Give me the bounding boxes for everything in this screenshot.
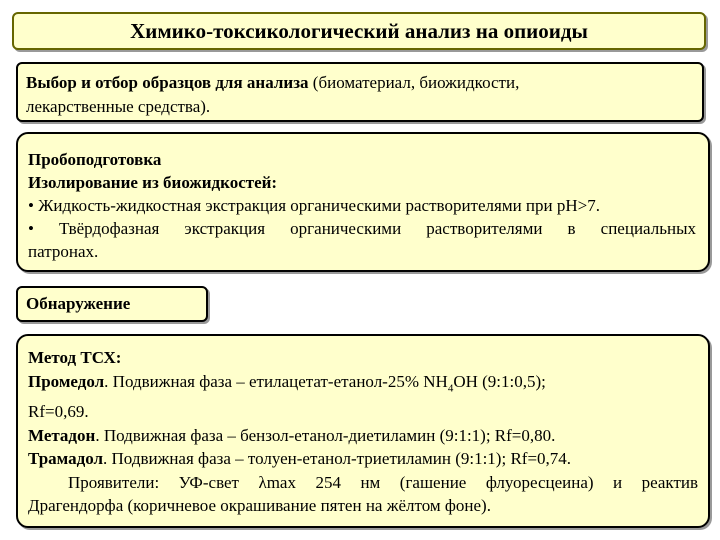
tramadol-text: . Подвижная фаза – толуен-етанол-триетиламин (9:1:1); Rf=0,74. bbox=[103, 449, 572, 469]
promedol-line bbox=[28, 370, 698, 401]
preparation-bullet-2-line-1: • Твёрдофазная экстракция органическими растворителями в специальных bbox=[28, 219, 696, 238]
preparation-heading: Пробоподготовка bbox=[28, 150, 162, 169]
developers-line-2: Драгендорфа (коричневое окрашивание пятен на жёлтом фоне). bbox=[28, 496, 491, 516]
methadone-name: Метадон bbox=[28, 425, 96, 445]
tramadol-name: Трамадол bbox=[28, 449, 104, 469]
slide-title: Химико-токсикологический анализ на опиоиды bbox=[130, 18, 588, 43]
methadone-text: . Подвижная фаза – бензол-етанол-диетиламин (9:1:1); Rf=0,80. bbox=[95, 425, 556, 445]
sampling-box bbox=[16, 62, 704, 122]
promedol-name: Промедол bbox=[28, 371, 105, 391]
preparation-box bbox=[16, 132, 710, 272]
promedol-text-2: OH (9:1:0,5); bbox=[453, 371, 546, 391]
tlc-box bbox=[16, 334, 710, 528]
detection-box bbox=[16, 286, 208, 322]
promedol-subscript: 4 bbox=[447, 381, 454, 394]
promedol-rf: Rf=0,69. bbox=[28, 402, 89, 422]
sampling-text: (биоматериал, биожидкости, bbox=[308, 73, 520, 92]
detection-heading: Обнаружение bbox=[26, 294, 131, 313]
sampling-text-2: лекарственные средства). bbox=[26, 97, 211, 116]
developers-line-1: Проявители: УФ-свет λmax 254 нм (гашение флуоресцеина) и реактив bbox=[68, 472, 698, 492]
tlc-heading: Метод ТСХ: bbox=[28, 348, 122, 367]
preparation-bullet-1: • Жидкость-жидкостная экстракция органическими растворителями при pH>7. bbox=[28, 196, 600, 215]
preparation-bullet-2-line-2: патронах. bbox=[28, 242, 99, 261]
slide-title-box bbox=[12, 12, 706, 50]
preparation-subheading: Изолирование из биожидкостей: bbox=[28, 173, 278, 192]
sampling-heading: Выбор и отбор образцов для анализа bbox=[26, 73, 309, 92]
promedol-text: . Подвижная фаза – етилацетат-етанол-25% NH bbox=[104, 371, 448, 391]
